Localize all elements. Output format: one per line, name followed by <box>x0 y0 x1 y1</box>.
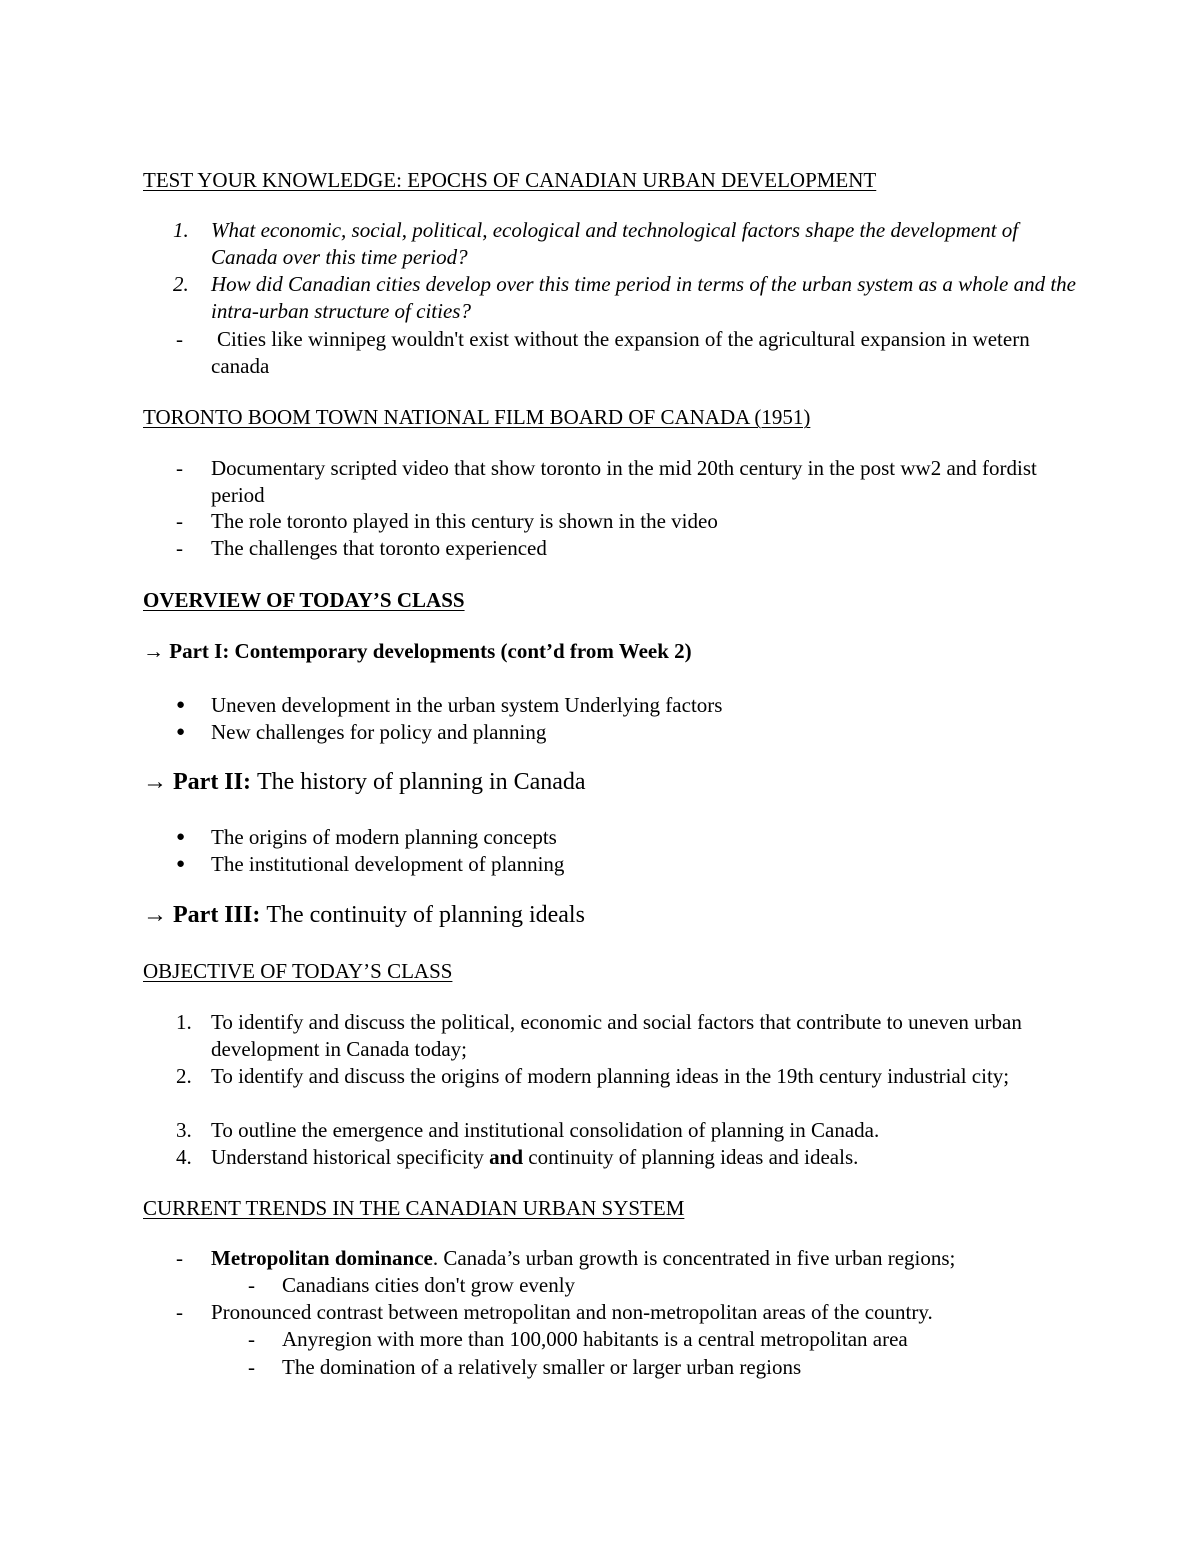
trend-2-sub-domination: The domination of a relatively smaller or larger urban regions <box>282 1355 802 1379</box>
part-2-arrow: → <box>143 769 167 795</box>
part-2-item-institutional: The institutional development of planning <box>211 852 565 876</box>
part-2-title <box>143 769 586 796</box>
note-winnipeg-text: Cities like winnipeg wouldn't exist without the expansion of the agricultural expansion in wetern canada <box>211 327 1030 378</box>
part-3-title <box>143 902 585 929</box>
objective-number-1: 1. <box>176 1010 192 1034</box>
heading-current-trends: CURRENT TRENDS IN THE CANADIAN URBAN SYSTEM <box>143 1196 685 1220</box>
objective-1-text: To identify and discuss the political, economic and social factors that contribute to uneven urban development in Canada today; <box>211 1010 1022 1061</box>
objective-number-3: 3. <box>176 1118 192 1142</box>
film-item-challenges: The challenges that toronto experienced <box>211 536 547 560</box>
bullet-dot: ● <box>176 724 186 740</box>
bullet-dot: ● <box>176 856 186 872</box>
objective-number-4: 4. <box>176 1145 192 1169</box>
objective-4-bold: and <box>489 1145 524 1169</box>
dash-bullet: - <box>176 1300 183 1324</box>
bullet-dot: ● <box>176 697 186 713</box>
bullet-dot: ● <box>176 829 186 845</box>
dash-bullet: - <box>248 1327 255 1351</box>
question-number-2: 2. <box>173 272 189 296</box>
part-1-item-challenges: New challenges for policy and planning <box>211 720 547 744</box>
dash-bullet: - <box>176 536 183 560</box>
trend-2-sub-region: Anyregion with more than 100,000 habitants is a central metropolitan area <box>282 1327 908 1351</box>
dash-bullet: - <box>176 1246 183 1270</box>
objective-number-2: 2. <box>176 1064 192 1088</box>
part-2-item-origins: The origins of modern planning concepts <box>211 825 557 849</box>
part-2-label: Part II: <box>173 769 251 795</box>
part-3-label: Part III: <box>173 902 261 928</box>
part-2-heading: The history of planning in Canada <box>256 769 586 795</box>
part-3-heading: The continuity of planning ideals <box>266 902 585 928</box>
trend-contrast: Pronounced contrast between metropolitan and non-metropolitan areas of the country. <box>211 1300 933 1324</box>
heading-objective: OBJECTIVE OF TODAY’S CLASS <box>143 959 453 983</box>
dash-bullet: - <box>176 509 183 533</box>
dash-bullet: - <box>248 1273 255 1297</box>
trend-1-sub-uneven: Canadians cities don't grow evenly <box>282 1273 576 1297</box>
part-3-arrow: → <box>143 902 167 928</box>
heading-test-your-knowledge: TEST YOUR KNOWLEDGE: EPOCHS OF CANADIAN URBAN DEVELOPMENT <box>143 168 877 192</box>
part-1-item-uneven: Uneven development in the urban system Underlying factors <box>211 693 723 717</box>
objective-3-text: To outline the emergence and institutional consolidation of planning in Canada. <box>211 1118 880 1142</box>
film-item-documentary: Documentary scripted video that show toronto in the mid 20th century in the post ww2 and fordist period <box>211 456 1037 507</box>
dash-bullet: - <box>176 456 183 480</box>
heading-overview: OVERVIEW OF TODAY’S CLASS <box>143 588 465 612</box>
dash-bullet: - <box>176 327 183 351</box>
question-1-text: What economic, social, political, ecological and technological factors shape the development of Canada over this time period? <box>211 218 1019 269</box>
objective-4-text <box>211 1144 1081 1171</box>
dash-bullet: - <box>248 1355 255 1379</box>
trend-1-rest: . Canada’s urban growth is concentrated in five urban regions; <box>432 1246 956 1270</box>
trend-metropolitan-dominance <box>211 1245 1081 1272</box>
film-item-role: The role toronto played in this century is shown in the video <box>211 509 718 533</box>
question-2-text: How did Canadian cities develop over this time period in terms of the urban system as a whole and the intra-urban structure of cities? <box>211 272 1076 323</box>
part-1-title: → Part I: Contemporary developments (cont’d from Week 2) <box>143 639 692 663</box>
objective-2-text: To identify and discuss the origins of modern planning ideas in the 19th century industrial city; <box>211 1064 1010 1088</box>
objective-4-after: continuity of planning ideas and ideals. <box>523 1145 859 1169</box>
question-number-1: 1. <box>173 218 189 242</box>
objective-4-before: Understand historical specificity <box>211 1145 490 1169</box>
trend-1-bold: Metropolitan dominance <box>211 1246 433 1270</box>
heading-toronto-boom-town: TORONTO BOOM TOWN NATIONAL FILM BOARD OF CANADA (1951) <box>143 405 811 429</box>
